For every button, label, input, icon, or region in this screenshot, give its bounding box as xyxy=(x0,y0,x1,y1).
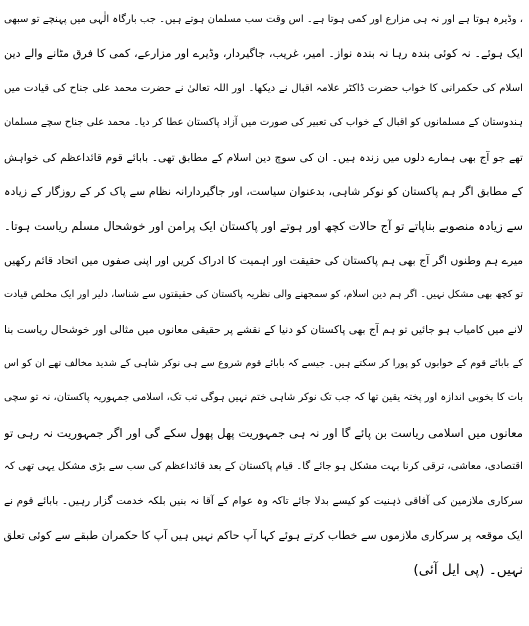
text-line-16: ایک موقعہ پر سرکاری ملازموں سے خطاب کرتے ہوئے کہا آپ حاکم نہیں ہیں آپ کا حکمران طبقے سے کوئی تعلق xyxy=(4,528,523,542)
text-line-9: تو کچھ بھی مشکل نہیں۔ اگر ہم دین اسلام، کو سمجھنے والی نظریہ پاکستان کی حقیقتوں سے شناسا، دلیر اور ایک مخلص قیادت xyxy=(4,289,523,301)
text-line-6: کے مطابق اگر ہم پاکستان کو نوکر شاہی، بدعنوان سیاست، اور جاگیردارانہ نظام سے پاک کر کے روزگار کے زیادہ xyxy=(4,184,523,198)
text-line-8: میرے ہم وطنوں اگر آج بھی ہم پاکستان کی حقیقت اور اہمیت کا ادراک کریں اور اپنی صفوں میں اتحاد قائم رکھیں xyxy=(4,253,523,267)
text-line-1: ، وڈیرہ ہوتا ہے اور نہ ہی مزارع اور کمی ہوتا ہے۔ اس وقت سب مسلمان ہوتے ہیں۔ جب بارگاہ الٰہی میں پہنچے تو سبھی xyxy=(4,14,523,25)
text-line-14: اقتصادی، معاشی، ترقی کرنا بہت مشکل ہو جائے گا۔ قیام پاکستان کے بعد قائداعظم کی سب سے بڑی مشکل یہی تھی کہ xyxy=(4,461,523,473)
text-line-11: کے بابائے قوم کے خوابوں کو پورا کر سکتے ہیں۔ جیسے کہ بابائے قوم شروع سے ہی نوکر شاہی کے شدید مخالف تھے ان کو اس xyxy=(4,357,523,369)
text-line-13: معانوں میں اسلامی ریاست بن پائے گا اور نہ ہی جمہوریت پھل پھول سکے گی اور اگر جمہوریت نہ رہی تو xyxy=(4,425,523,440)
text-line-4: ہندوستان کے مسلمانوں کو اقبال کے خواب کی تعبیر کی صورت میں آزاد پاکستان عطا کر دیا۔ محمد علی جناح سچے مسلمان xyxy=(4,117,523,129)
text-line-10: لانے میں کامیاب ہو جائیں تو ہم آج بھی پاکستان کو دنیا کے نقشے پر حقیقی معانوں میں مثالی اور خوشحال ریاست بنا xyxy=(4,323,523,336)
text-line-3: اسلام کی حکمرانی کا خواب حضرت ڈاکٹر علامہ اقبال نے دیکھا۔ اور اللہ تعالیٰ نے حضرت محمد علی جناح کی قیادت میں xyxy=(4,82,523,94)
text-line-7: سے زیادہ منصوبے بناپاتے تو آج حالات کچھ اور ہوتے اور پاکستان ایک پرامن اور خوشحال مسلم ریاست ہوتا۔ xyxy=(4,219,523,234)
text-line-5: تھے جو آج بھی ہمارے دلوں میں زندہ ہیں۔ ان کی سوچ دین اسلام کے مطابق تھی۔ بابائے قوم قائداعظم کی خواہش xyxy=(4,151,523,164)
text-line-12: بات کا بخوبی اندازہ اور پختہ یقین تھا کہ جب تک نوکر شاہی ختم نہیں ہوگی تب تک، اسلامی جمہوریہ پاکستان، نہ تو سچی xyxy=(4,392,523,404)
text-line-2: ایک ہوئے۔ نہ کوئی بندہ رہا نہ بندہ نواز۔ امیر، غریب، جاگیردار، وڈیرے اور مزارعے، کمی کا فرق مٹانے والے دین xyxy=(4,47,523,61)
text-line-15: سرکاری ملازمین کی آفاقی ذہنیت کو کیسے بدلا جائے تاکہ وہ عوام کے آقا نہ بنیں بلکہ خدمت گزار رہیں۔ بابائے قوم نے xyxy=(4,495,523,508)
text-line-17: نہیں۔ (پی ایل آئی) xyxy=(413,562,523,579)
